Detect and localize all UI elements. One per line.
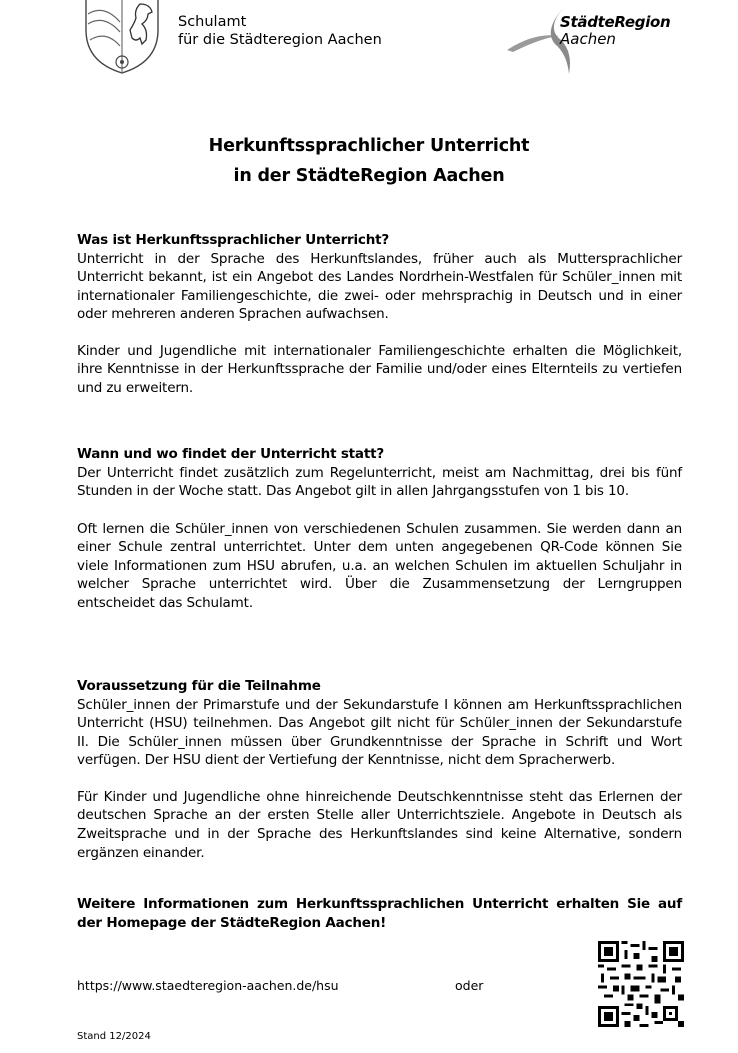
section-paragraph: Kinder und Jugendliche mit internationaler Familiengeschichte erhalten die Möglichkeit, ihre Kenntnisse in der Herkunftssprache der Familie und/oder eines Elternteils zu vertiefen und zu erweitern. [77,342,682,397]
section-paragraph: Für Kinder und Jugendliche ohne hinreichende Deutschkenntnisse steht das Erlernen der deutschen Sprache an der ersten Stelle aller Unterrichtsziele. Angebote in Deutsch als Zweitsprache und in der Sprache des Herkunftslandes sind keine Alternative, sondern ergänzen einander. [77,788,682,861]
office-line-2: für die Städteregion Aachen [178,32,382,48]
section-paragraph: Oft lernen die Schüler_innen von verschiedenen Schulen zusammen. Sie werden dann an einer Schule zentral unterrichtet. Unter dem unten angegebenen QR-Code können Sie viele Informationen zum HSU abrufen, u.a. an welchen Schulen im aktuellen Schuljahr in welcher Sprache unterrichtet wird. Über die Zusammensetzung der Lerngruppen entscheidet das Schulamt. [77,520,682,612]
section-heading: Wann und wo findet der Unterricht statt? [77,446,384,462]
section-paragraph: Unterricht in der Sprache des Herkunftslandes, früher auch als Muttersprachlicher Unterricht bekannt, ist ein Angebot des Landes Nordrhein-Westfalen für Schüler_innen mit internationaler Familiengeschichte, die zwei- oder mehrsprachig in Deutsch und in einer oder mehreren anderen Sprachen aufwachsen. [77,250,682,323]
section-what [77,231,682,398]
section-paragraph: Schüler_innen der Primarstufe und der Sekundarstufe I können am Herkunftssprachlichen Unterricht (HSU) teilnehmen. Das Angebot gilt nicht für Schüler_innen der Sekundarstufe II. Die Schüler_innen müssen über Grundkenntnisse der Sprache in Schrift und Wort verfügen. Der HSU dient der Vertiefung der Kenntnisse, nicht dem Spracherwerb. [77,696,682,769]
office-line-1: Schulamt [178,14,247,30]
section-heading: Was ist Herkunftssprachlicher Unterricht? [77,232,390,248]
nrw-coat-of-arms-logo [82,0,162,74]
further-info-notice: Weitere Informationen zum Herkunftssprachlichen Unterricht erhalten Sie auf der Homepage der StädteRegion Aachen! [77,896,682,931]
school-office-name [178,13,382,49]
region-line-2: Aachen [560,30,616,48]
section-requirements [77,677,682,862]
qr-code-icon[interactable] [598,941,684,1027]
title-line-2: in der StädteRegion Aachen [233,166,505,186]
section-heading: Voraussetzung für die Teilnahme [77,678,321,694]
homepage-link[interactable]: https://www.staedteregion-aachen.de/hsu [77,978,339,993]
page-header [0,0,738,80]
section-when-where [77,445,682,613]
section-paragraph: Der Unterricht findet zusätzlich zum Regelunterricht, meist am Nachmittag, drei bis fünf Stunden in der Woche statt. Das Angebot gilt in allen Jahrgangsstufen von 1 bis 10. [77,464,682,500]
document-title [0,131,738,191]
region-line-1: StädteRegion [560,13,671,31]
staedteregion-wordmark [560,14,670,48]
title-line-1: Herkunftssprachlicher Unterricht [208,136,530,156]
or-label: oder [455,978,484,993]
document-date: Stand 12/2024 [77,1031,151,1042]
